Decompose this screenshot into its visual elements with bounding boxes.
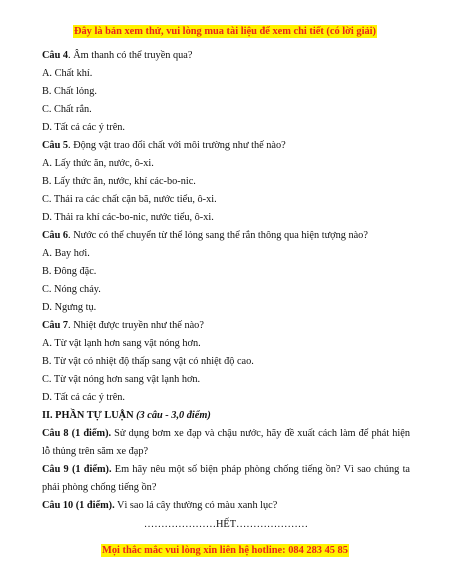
question-text: . Nước có thể chuyển từ thể lỏng sang thể rắn thông qua hiện tượng nào?: [68, 230, 368, 241]
option-c: C. Thải ra các chất cặn bã, nước tiểu, ô-xi.: [42, 194, 217, 205]
question-4: [42, 47, 410, 65]
option-c: C. Nóng chảy.: [42, 284, 101, 295]
question-9: [42, 461, 410, 497]
section-subtitle: (3 câu - 3,0 điểm): [136, 410, 211, 421]
option-b: B. Đông đặc.: [42, 266, 97, 277]
question-text: Vì sao lá cây thường có màu xanh lục?: [114, 500, 278, 511]
question-number: Câu 8 (1 điểm).: [42, 428, 112, 439]
question-7: [42, 317, 410, 335]
option-b: B. Chất lỏng.: [42, 86, 97, 97]
question-number: Câu 4: [42, 50, 69, 61]
hotline-banner: [0, 544, 450, 558]
question-number: Câu 10 (1 điểm).: [42, 500, 115, 511]
question-number: Câu 6: [42, 230, 69, 241]
preview-banner-text: Đây là bản xem thử, vui lòng mua tài liệu để xem chi tiết (có lời giải): [73, 26, 377, 37]
question-text: . Âm thanh có thể truyền qua?: [68, 50, 193, 61]
question-text: Sử dụng bơm xe đạp và chậu nước, hãy đề xuất cách làm để phát hiện lỗ thủng trên săm xe đạp?: [42, 428, 410, 457]
option-b: B. Từ vật có nhiệt độ thấp sang vật có nhiệt độ cao.: [42, 356, 254, 367]
question-8: [42, 425, 410, 461]
question-text: . Động vật trao đổi chất với môi trường như thế nào?: [68, 140, 286, 151]
section-title: II. PHẦN TỰ LUẬN: [42, 410, 134, 421]
section-heading: [42, 407, 410, 425]
question-text: Em hãy nêu một số biện pháp phòng chống tiếng ồn? Vì sao chúng ta phải phòng chống tiếng ồn?: [42, 464, 411, 493]
option-a: A. Lấy thức ăn, nước, ô-xi.: [42, 158, 154, 169]
option-c: C. Chất rắn.: [42, 104, 92, 115]
question-number: Câu 9 (1 điểm).: [42, 464, 112, 475]
preview-banner: [0, 25, 450, 39]
option-a: A. Bay hơi.: [42, 248, 90, 259]
option-d: D. Tất cả các ý trên.: [42, 122, 125, 133]
question-5: [42, 137, 410, 155]
hotline-banner-text: Mọi thắc mắc vui lòng xin liên hệ hotline: 084 283 45 85: [102, 545, 348, 556]
question-6: [42, 227, 410, 245]
option-a: A. Từ vật lạnh hơn sang vật nóng hơn.: [42, 338, 201, 349]
document-content: [42, 47, 410, 534]
option-d: D. Tất cả các ý trên.: [42, 392, 125, 403]
question-text: . Nhiệt được truyền như thế nào?: [68, 320, 204, 331]
option-a: A. Chất khí.: [42, 68, 93, 79]
question-number: Câu 5: [42, 140, 69, 151]
option-d: D. Ngưng tụ.: [42, 302, 97, 313]
end-marker: …………………HẾT…………………: [143, 519, 309, 530]
option-c: C. Từ vật nóng hơn sang vật lạnh hơn.: [42, 374, 201, 385]
question-10: [42, 497, 410, 515]
question-number: Câu 7: [42, 320, 69, 331]
option-d: D. Thải ra khí các-bo-nic, nước tiểu, ô-xi.: [42, 212, 214, 223]
option-b: B. Lấy thức ăn, nước, khí các-bo-nic.: [42, 176, 196, 187]
